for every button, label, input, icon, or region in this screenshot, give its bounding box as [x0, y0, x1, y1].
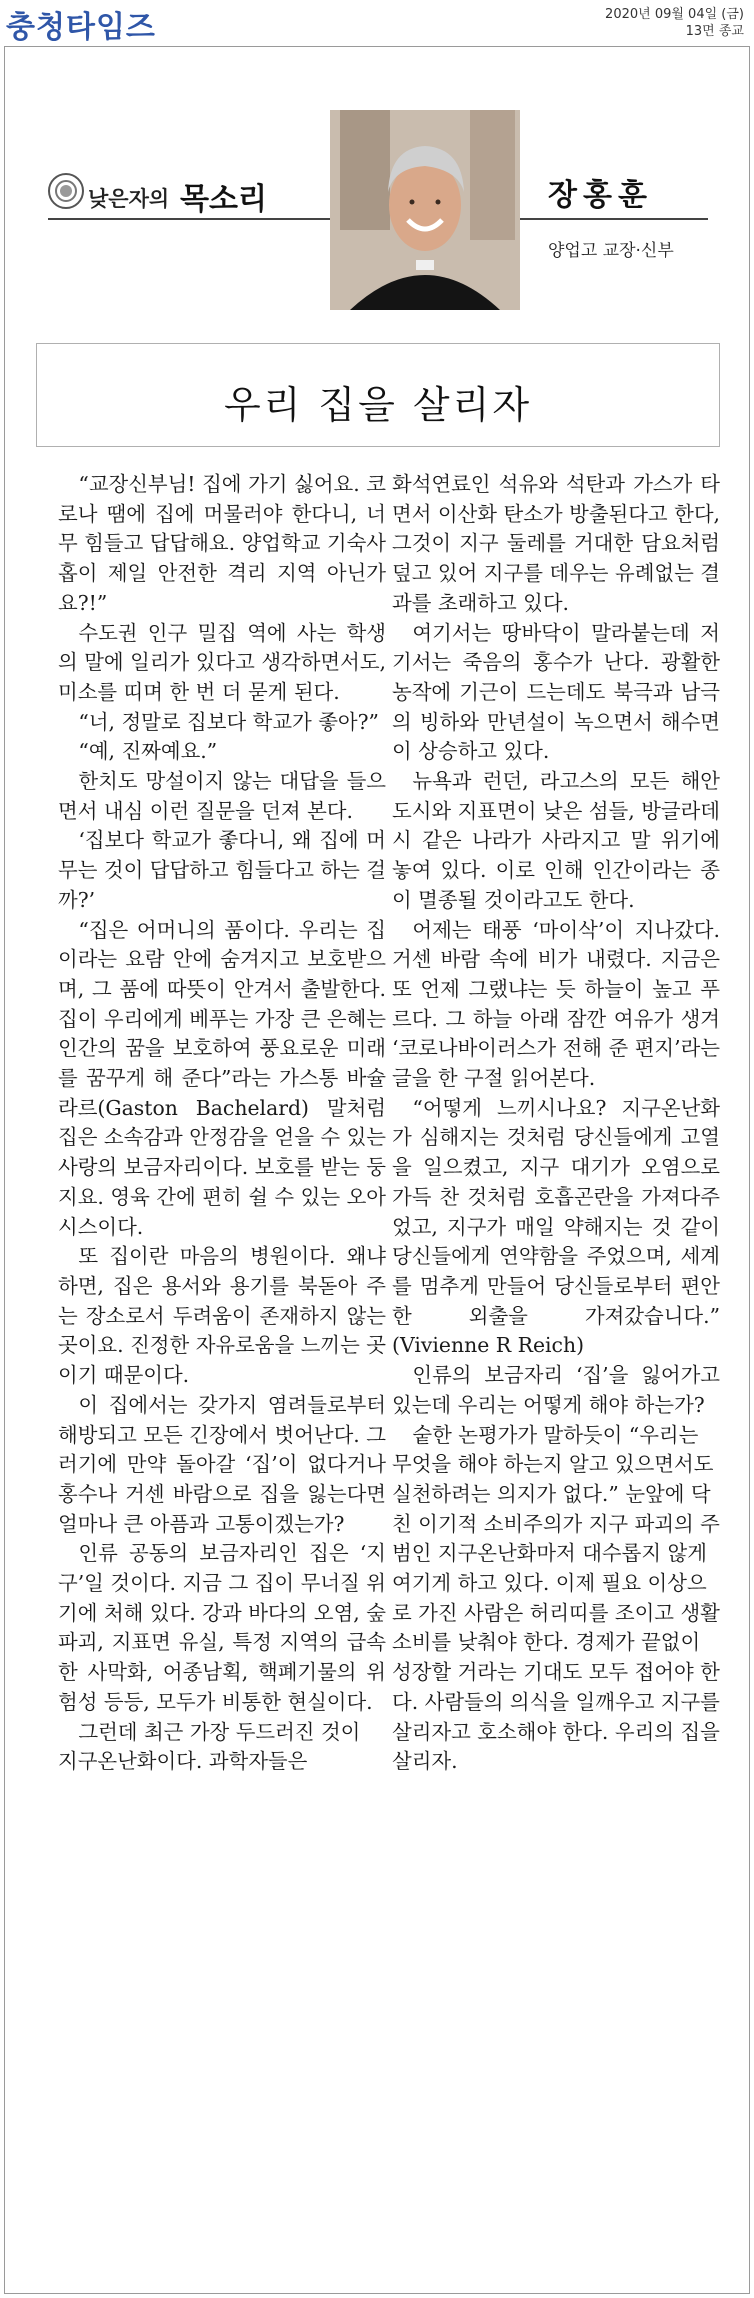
issue-info: [605, 6, 744, 40]
article-title: 우리 집을 살리자: [223, 383, 533, 427]
paragraph: “집은 어머니의 품이다. 우리는 집이라는 요람 안에 숨겨지고 보호받으며, 그 품에 따뜻이 안겨서 출발한다. 집이 우리에게 베푸는 가장 큰 은혜는 인간의 꿈을 보호하여 풍요로운 미래를 꿈꾸게 해 준다”라는 가스통 바슐라르(Gaston Bachelard) 말처럼 집은 소속감과 안정감을 얻을 수 있는 사랑의 보금자리이다. 보호를 받는 둥지요. 영육 간에 편히 쉴 수 있는 오아시스이다.: [58, 917, 386, 1239]
paragraph: 인류 공동의 보금자리인 집은 ‘지구’일 것이다. 지금 그 집이 무너질 위기에 처해 있다. 강과 바다의 오염, 숲 파괴, 지표면 유실, 특정 지역의 급속한 사막화, 어종남획, 핵폐기물의 위험성 등등, 모두가 비통한 현실이다.: [58, 1541, 386, 1714]
title-box: [36, 343, 720, 447]
issue-page: 13면 종교: [685, 24, 744, 39]
paragraph: “너, 정말로 집보다 학교가 좋아?”: [78, 709, 379, 734]
paragraph: 이 집에서는 갖가지 염려들로부터 해방되고 모든 긴장에서 벗어난다. 그러기에 만약 돌아갈 ‘집’이 없다거나 홍수나 거센 바람으로 집을 잃는다면 얼마나 큰 아픔과 고통이겠는가?: [58, 1392, 386, 1536]
paragraph: 여기서는 땅바닥이 말라붙는데 저기서는 죽음의 홍수가 난다. 광활한 농작에 기근이 드는데도 북극과 남극의 빙하와 만년설이 녹으면서 해수면이 상승하고 있다.: [392, 620, 720, 764]
paragraph: 수도권 인구 밀집 역에 사는 학생의 말에 일리가 있다고 생각하면서도, 미소를 띠며 한 번 더 묻게 된다.: [58, 620, 386, 704]
paragraph: “교장신부님! 집에 가기 싫어요. 코로나 땜에 집에 머물러야 한다니, 너무 힘들고 답답해요. 양업학교 기숙사 홉이 제일 안전한 격리 지역 아닌가요?!”: [58, 472, 386, 615]
author-portrait: [330, 110, 520, 310]
column-header: [48, 170, 348, 218]
paragraph-continued: 화석연료인 석유와 석탄과 가스가 타면서 이산화 탄소가 방출된다고 한다, 그것이 지구 둘레를 거대한 담요처럼 덮고 있어 지구를 데우는 유례없는 결과를 초래하고 있다.: [392, 472, 720, 615]
paragraph: “어떻게 느끼시나요? 지구온난화가 심해지는 것처럼 당신들에게 고열을 일으켰고, 지구 대기가 오염으로 가득 찬 것처럼 호흡곤란을 가져다주었고, 지구가 매일 약해지는 것 같이 당신들에게 연약함을 주었으며, 세계를 멈추게 만들어 당신들로부터 편안한 외출을 가져갔습니다.” (Vivienne R Reich): [392, 1095, 720, 1358]
publication-logo: 충청타임즈: [6, 10, 156, 45]
paragraph: ‘집보다 학교가 좋다니, 왜 집에 머무는 것이 답답하고 힘들다고 하는 걸까?’: [58, 828, 386, 912]
paragraph: 숱한 논평가가 말하듯이 “우리는 무엇을 해야 하는지 알고 있으면서도 실천하려는 의지가 없다.” 눈앞에 닥친 이기적 소비주의가 지구 파괴의 주범인 지구온난화마저 대수롭지 않게 여기게 하고 있다. 이제 필요 이상으로 가진 사람은 허리띠를 조이고 생활 소비를 낮춰야 한다. 경제가 끝없이 성장할 거라는 기대도 모두 접어야 한다. 사람들의 의식을 일깨우고 지구를 살리자고 호소해야 한다. 우리의 집을 살리자.: [392, 1422, 720, 1774]
paragraph: 인류의 보금자리 ‘집’을 잃어가고 있는데 우리는 어떻게 해야 하는가?: [392, 1363, 720, 1417]
author-title: 양업고 교장·신부: [548, 241, 674, 261]
paragraph: 한치도 망설이지 않는 대답을 들으면서 내심 이런 질문을 던져 본다.: [58, 769, 386, 823]
paragraph: “예, 진짜예요.”: [78, 739, 218, 764]
issue-date: 2020년 09월 04일 (금): [605, 7, 744, 22]
article-column-right: [392, 470, 720, 1777]
column-logo-icon: [48, 173, 84, 209]
column-series-big: 목소리: [180, 182, 267, 217]
paragraph: 또 집이란 마음의 병원이다. 왜냐하면, 집은 용서와 용기를 북돋아 주는 장소로서 두려움이 존재하지 않는 곳이요. 진정한 자유로움을 느끼는 곳이기 때문이다.: [58, 1244, 386, 1388]
article-column-left: [58, 470, 386, 1777]
author-name: 장홍훈: [548, 178, 653, 213]
column-series-small: 낮은자의: [88, 187, 170, 211]
masthead: [0, 0, 754, 46]
paragraph: 어제는 태풍 ‘마이삭’이 지나갔다. 거센 바람 속에 비가 내렸다. 지금은 또 언제 그랬냐는 듯 하늘이 높고 푸르다. 그 하늘 아래 잠깐 여유가 생겨 ‘코로나바이러스가 전해 준 편지’라는 글을 한 구절 읽어본다.: [392, 917, 720, 1091]
paragraph: 그런데 최근 가장 두드러진 것이 지구온난화이다. 과학자들은: [58, 1719, 361, 1774]
paragraph: 뉴욕과 런던, 라고스의 모든 해안 도시와 지표면이 낮은 섬들, 방글라데시 같은 나라가 사라지고 말 위기에 놓여 있다. 이로 인해 인간이라는 종이 멸종될 것이라고도 한다.: [392, 769, 720, 912]
